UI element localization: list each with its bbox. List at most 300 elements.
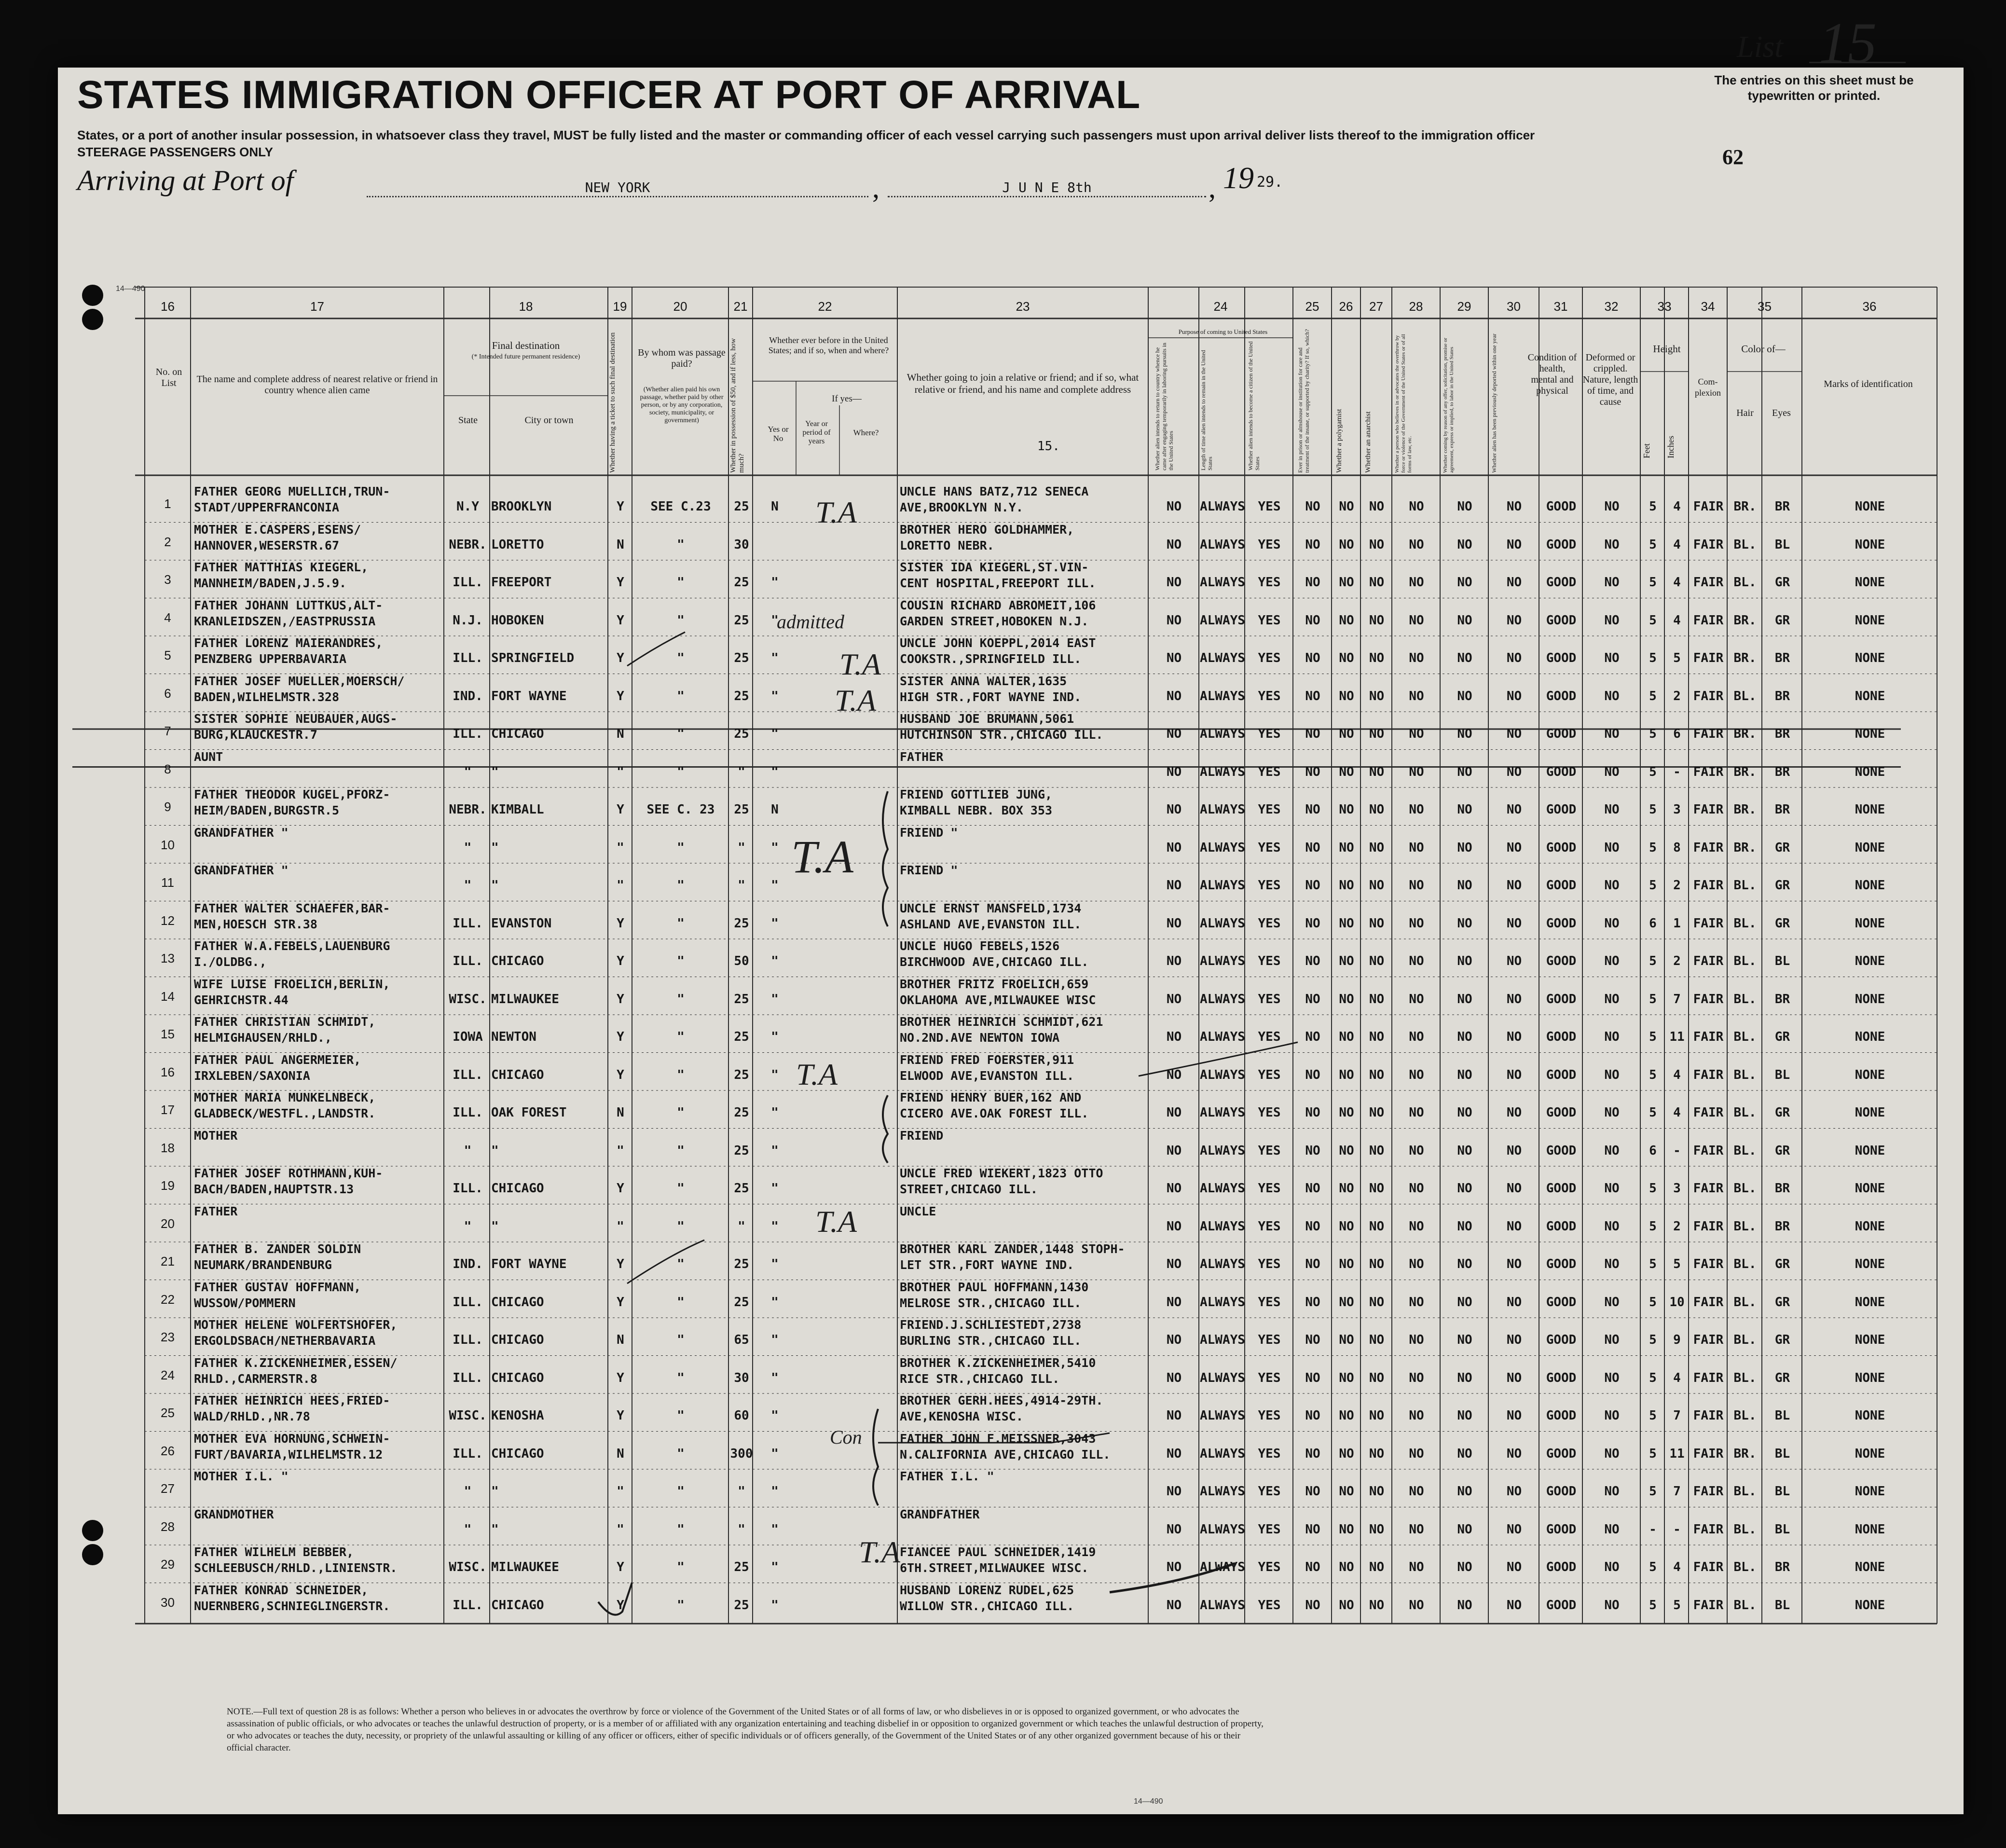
height-inches: 7 xyxy=(1673,1408,1681,1423)
joining-line-2: AVE,KENOSHA WISC. xyxy=(900,1409,1023,1423)
joining-line-1: BROTHER K.ZICKENHEIMER,5410 xyxy=(900,1355,1096,1370)
eye-color: BR xyxy=(1774,802,1790,817)
joining-relative xyxy=(900,976,1096,1008)
eye-color: BL xyxy=(1774,1598,1790,1613)
deformed-flag: NO xyxy=(1604,1030,1620,1044)
ticket-flag: Y xyxy=(617,1181,624,1196)
been-in-us-before: " xyxy=(771,575,779,590)
anarchist-flag: NO xyxy=(1369,1105,1385,1120)
q28-flag: NO xyxy=(1409,651,1424,665)
prison-flag: NO xyxy=(1305,575,1320,590)
polygamist-flag: NO xyxy=(1339,1257,1354,1271)
deported-flag: NO xyxy=(1506,1408,1522,1423)
destination-city: MILWAUKEE xyxy=(491,1560,559,1574)
joining-line-1: UNCLE FRED WIEKERT,1823 OTTO xyxy=(900,1166,1103,1180)
purpose-citizen: YES xyxy=(1258,764,1281,779)
relative-line-1: GRANDMOTHER xyxy=(194,1507,274,1521)
eye-color: BR xyxy=(1774,992,1790,1007)
passage-paid-by: " xyxy=(677,1030,685,1044)
eye-color: GR xyxy=(1774,613,1790,628)
prison-flag: NO xyxy=(1305,1408,1320,1423)
ticket-flag: Y xyxy=(617,954,624,968)
joining-line-1: FRIEND " xyxy=(900,863,958,877)
column-number: 34 xyxy=(1701,299,1715,314)
header-final-destination-sub: (* Intended future permanent residence) xyxy=(471,353,580,360)
destination-city: CHICAGO xyxy=(491,1067,544,1082)
been-in-us-before: " xyxy=(771,727,779,741)
passage-paid-by: " xyxy=(677,1446,685,1461)
comma-mark: , xyxy=(872,172,879,204)
anarchist-flag: NO xyxy=(1369,1030,1385,1044)
health-condition: GOOD xyxy=(1546,1522,1577,1537)
height-inches: - xyxy=(1673,1143,1681,1158)
complexion: FAIR xyxy=(1693,1522,1724,1537)
anarchist-flag: NO xyxy=(1369,1181,1385,1196)
purpose-citizen: YES xyxy=(1258,1560,1281,1574)
relative-line-1: MOTHER EVA HORNUNG,SCHWEIN- xyxy=(194,1431,390,1446)
height-feet: 5 xyxy=(1649,1030,1657,1044)
joining-relative xyxy=(900,1241,1125,1273)
eye-color: BR xyxy=(1774,1560,1790,1574)
money-amount: 65 xyxy=(734,1333,749,1347)
ticket-flag: N xyxy=(617,1333,624,1347)
q28-flag: NO xyxy=(1409,916,1424,931)
joining-line-2: GARDEN STREET,HOBOKEN N.J. xyxy=(900,614,1089,628)
q28-flag: NO xyxy=(1409,878,1424,893)
purpose-citizen: YES xyxy=(1258,1030,1281,1044)
joining-relative xyxy=(900,1317,1081,1349)
joining-line-2: NO.2ND.AVE NEWTON IOWA xyxy=(900,1031,1060,1045)
eye-color: GR xyxy=(1774,575,1790,590)
header-state: State xyxy=(458,415,478,426)
relative-line-1: GRANDFATHER " xyxy=(194,825,289,840)
joining-line-1: HUSBAND LORENZ RUDEL,625 xyxy=(900,1583,1074,1597)
height-inches: 7 xyxy=(1673,992,1681,1007)
deported-flag: NO xyxy=(1506,1522,1522,1537)
form-id-bottom: 14—490 xyxy=(1134,1797,1163,1806)
purpose-return: NO xyxy=(1166,1257,1182,1271)
column-number: 16 xyxy=(161,299,175,314)
height-feet: 5 xyxy=(1649,1105,1657,1120)
relative-line-1: MOTHER xyxy=(194,1128,238,1143)
height-feet: 5 xyxy=(1649,878,1657,893)
purpose-return: NO xyxy=(1166,499,1182,514)
eye-color: GR xyxy=(1774,840,1790,855)
height-inches: 2 xyxy=(1673,954,1681,968)
joining-relative xyxy=(900,483,1088,515)
relative-line-2: FURT/BAVARIA,WILHELMSTR.12 xyxy=(194,1447,383,1462)
complexion: FAIR xyxy=(1693,764,1724,779)
health-condition: GOOD xyxy=(1546,916,1577,931)
purpose-citizen: YES xyxy=(1258,1181,1281,1196)
ticket-flag: Y xyxy=(617,1560,624,1574)
destination-state: ILL. xyxy=(453,954,483,968)
relative-line-1: FATHER xyxy=(194,1204,238,1218)
joining-line-2: HUTCHINSON STR.,CHICAGO ILL. xyxy=(900,728,1103,742)
ticket-flag: Y xyxy=(617,1598,624,1613)
health-condition: GOOD xyxy=(1546,1030,1577,1044)
complexion: FAIR xyxy=(1693,1257,1724,1271)
money-amount: 25 xyxy=(734,689,749,703)
passage-paid-by: " xyxy=(677,537,685,552)
joining-line-2: LET STR.,FORT WAYNE IND. xyxy=(900,1258,1074,1272)
q29-flag: NO xyxy=(1457,1560,1472,1574)
destination-city: " xyxy=(491,1219,499,1234)
typed-note: The entries on this sheet must be typewritten or printed. xyxy=(1714,73,1914,103)
ticket-flag: Y xyxy=(617,802,624,817)
passage-paid-by: " xyxy=(677,689,685,703)
purpose-return: NO xyxy=(1166,575,1182,590)
q28-flag: NO xyxy=(1409,1484,1424,1499)
column-number: 28 xyxy=(1409,299,1423,314)
q28-flag: NO xyxy=(1409,992,1424,1007)
ticket-flag: " xyxy=(617,1219,624,1234)
ticket-flag: Y xyxy=(617,651,624,665)
eye-color: BR xyxy=(1774,727,1790,741)
q28-flag: NO xyxy=(1409,1446,1424,1461)
passage-paid-by: " xyxy=(677,1295,685,1310)
hair-color: BL. xyxy=(1733,1257,1757,1271)
q29-flag: NO xyxy=(1457,992,1472,1007)
joining-line-1: BROTHER HERO GOLDHAMMER, xyxy=(900,522,1074,537)
identification-marks: NONE xyxy=(1855,1560,1885,1574)
been-in-us-before: " xyxy=(771,613,779,628)
anarchist-flag: NO xyxy=(1369,1067,1385,1082)
header-marks: Marks of identification xyxy=(1824,379,1913,389)
deported-flag: NO xyxy=(1506,1333,1522,1347)
money-amount: 25 xyxy=(734,575,749,590)
relative-line-1: FATHER WILHELM BEBBER, xyxy=(194,1545,354,1559)
complexion: FAIR xyxy=(1693,992,1724,1007)
ticket-flag: Y xyxy=(617,575,624,590)
been-in-us-before: " xyxy=(771,1333,779,1347)
height-inches: 4 xyxy=(1673,1560,1681,1574)
q28-flag: NO xyxy=(1409,575,1424,590)
identification-marks: NONE xyxy=(1855,1257,1885,1271)
q29-flag: NO xyxy=(1457,802,1472,817)
relative-address xyxy=(194,1317,397,1349)
deformed-flag: NO xyxy=(1604,992,1620,1007)
deported-flag: NO xyxy=(1506,537,1522,552)
height-inches: 4 xyxy=(1673,613,1681,628)
q28-flag: NO xyxy=(1409,1522,1424,1537)
destination-state: ILL. xyxy=(453,916,483,931)
joining-relative xyxy=(900,1014,1103,1046)
purpose-citizen: YES xyxy=(1258,1484,1281,1499)
height-feet: 5 xyxy=(1649,802,1657,817)
health-condition: GOOD xyxy=(1546,1370,1577,1385)
deported-flag: NO xyxy=(1506,954,1522,968)
purpose-return: NO xyxy=(1166,1181,1182,1196)
handwritten-annotation: admitted xyxy=(777,611,844,633)
row-number: 27 xyxy=(161,1481,175,1496)
purpose-return: NO xyxy=(1166,1333,1182,1347)
anarchist-flag: NO xyxy=(1369,802,1385,817)
ticket-flag: N xyxy=(617,537,624,552)
destination-state: " xyxy=(464,764,472,779)
prison-flag: NO xyxy=(1305,916,1320,931)
steerage-label: STEERAGE PASSENGERS ONLY xyxy=(77,145,273,159)
been-in-us-before: " xyxy=(771,992,779,1007)
joining-line-1: FRIEND " xyxy=(900,825,958,840)
deported-flag: NO xyxy=(1506,1598,1522,1613)
identification-marks: NONE xyxy=(1855,1370,1885,1385)
health-condition: GOOD xyxy=(1546,1257,1577,1271)
q29-flag: NO xyxy=(1457,1181,1472,1196)
joining-line-1: BROTHER GERH.HEES,4914-29TH. xyxy=(900,1393,1103,1407)
joining-relative xyxy=(900,1279,1088,1311)
been-in-us-before: " xyxy=(771,916,779,931)
deported-flag: NO xyxy=(1506,1030,1522,1044)
joining-line-2: MELROSE STR.,CHICAGO ILL. xyxy=(900,1296,1082,1310)
q28-flag: NO xyxy=(1409,840,1424,855)
identification-marks: NONE xyxy=(1855,802,1885,817)
height-feet: 5 xyxy=(1649,1446,1657,1461)
height-feet: 5 xyxy=(1649,499,1657,514)
deported-flag: NO xyxy=(1506,764,1522,779)
relative-address xyxy=(194,597,383,629)
q29-flag: NO xyxy=(1457,1522,1472,1537)
health-condition: GOOD xyxy=(1546,992,1577,1007)
relative-line-2: HELMIGHAUSEN/RHLD., xyxy=(194,1031,332,1045)
deformed-flag: NO xyxy=(1604,878,1620,893)
destination-state: WISC. xyxy=(449,992,487,1007)
passage-paid-by: " xyxy=(677,1560,685,1574)
joining-line-2: OKLAHOMA AVE,MILWAUKEE WISC xyxy=(900,993,1096,1007)
health-condition: GOOD xyxy=(1546,689,1577,703)
ticket-flag: " xyxy=(617,1143,624,1158)
polygamist-flag: NO xyxy=(1339,651,1354,665)
purpose-citizen: YES xyxy=(1258,727,1281,741)
passage-paid-by: " xyxy=(677,916,685,931)
money-amount: 25 xyxy=(734,1067,749,1082)
eye-color: BL xyxy=(1774,954,1790,968)
relative-line-2: MANNHEIM/BADEN,J.5.9. xyxy=(194,576,347,590)
column-number: 19 xyxy=(613,299,627,314)
purpose-citizen: YES xyxy=(1258,613,1281,628)
deformed-flag: NO xyxy=(1604,1560,1620,1574)
money-amount: 25 xyxy=(734,651,749,665)
deformed-flag: NO xyxy=(1604,651,1620,665)
complexion: FAIR xyxy=(1693,878,1724,893)
q29-flag: NO xyxy=(1457,537,1472,552)
ticket-flag: " xyxy=(617,764,624,779)
purpose-length: ALWAYS xyxy=(1200,613,1245,628)
destination-state: N.Y xyxy=(456,499,479,514)
purpose-citizen: YES xyxy=(1258,1219,1281,1234)
passage-paid-by: SEE C.23 xyxy=(650,499,711,514)
destination-city: " xyxy=(491,878,499,893)
destination-city: LORETTO xyxy=(491,537,544,552)
deformed-flag: NO xyxy=(1604,1105,1620,1120)
complexion: FAIR xyxy=(1693,1333,1724,1347)
row-number: 6 xyxy=(164,686,171,701)
purpose-return: NO xyxy=(1166,1560,1182,1574)
money-amount: 25 xyxy=(734,1181,749,1196)
header-deported: Whether alien has been previously deported within one year xyxy=(1491,333,1498,473)
identification-marks: NONE xyxy=(1855,992,1885,1007)
deported-flag: NO xyxy=(1506,1370,1522,1385)
health-condition: GOOD xyxy=(1546,1484,1577,1499)
money-amount: " xyxy=(738,840,745,855)
destination-state: " xyxy=(464,1484,472,1499)
relative-line-2: WALD/RHLD.,NR.78 xyxy=(194,1409,310,1423)
purpose-return: NO xyxy=(1166,1143,1182,1158)
deported-flag: NO xyxy=(1506,1105,1522,1120)
money-amount: 25 xyxy=(734,1598,749,1613)
ticket-flag: Y xyxy=(617,992,624,1007)
prison-flag: NO xyxy=(1305,1067,1320,1082)
ticket-flag: " xyxy=(617,840,624,855)
purpose-citizen: YES xyxy=(1258,1105,1281,1120)
relative-line-1: SISTER SOPHIE NEUBAUER,AUGS- xyxy=(194,712,398,726)
column-number: 25 xyxy=(1305,299,1319,314)
joining-relative xyxy=(900,1431,1111,1462)
destination-state: ILL. xyxy=(453,1181,483,1196)
eye-color: GR xyxy=(1774,1333,1790,1347)
polygamist-flag: NO xyxy=(1339,916,1354,931)
identification-marks: NONE xyxy=(1855,575,1885,590)
joining-line-1: FRIEND FRED FOERSTER,911 xyxy=(900,1052,1074,1067)
q28-flag: NO xyxy=(1409,689,1424,703)
header-join-relative: Whether going to join a relative or friend; and if so, what relative or friend, and his name and complete address xyxy=(907,372,1139,395)
prison-flag: NO xyxy=(1305,840,1320,855)
purpose-return: NO xyxy=(1166,1105,1182,1120)
joining-line-2: RICE STR.,CHICAGO ILL. xyxy=(900,1371,1060,1386)
identification-marks: NONE xyxy=(1855,878,1885,893)
relative-address xyxy=(194,1203,237,1219)
purpose-return: NO xyxy=(1166,1370,1182,1385)
eye-color: BR xyxy=(1774,764,1790,779)
polygamist-flag: NO xyxy=(1339,1598,1354,1613)
relative-line-1: MOTHER MARIA MUNKELNBECK, xyxy=(194,1090,376,1104)
q28-flag: NO xyxy=(1409,1067,1424,1082)
relative-line-2: NEUMARK/BRANDENBURG xyxy=(194,1258,332,1272)
deformed-flag: NO xyxy=(1604,499,1620,514)
relative-address xyxy=(194,786,390,818)
header-paid-by: By whom was passage paid? xyxy=(638,347,726,369)
destination-state: ILL. xyxy=(453,1446,483,1461)
height-inches: 7 xyxy=(1673,1484,1681,1499)
height-inches: 2 xyxy=(1673,689,1681,703)
polygamist-flag: NO xyxy=(1339,1484,1354,1499)
header-health: Condition of health, mental and physical xyxy=(1527,352,1577,396)
passage-paid-by: SEE C. 23 xyxy=(646,802,715,817)
complexion: FAIR xyxy=(1693,802,1724,817)
ticket-flag: Y xyxy=(617,1295,624,1310)
hair-color: BL. xyxy=(1733,1370,1757,1385)
height-inches: 4 xyxy=(1673,537,1681,552)
hair-color: BL. xyxy=(1733,1181,1757,1196)
health-condition: GOOD xyxy=(1546,1560,1577,1574)
money-amount: 30 xyxy=(734,537,749,552)
purpose-citizen: YES xyxy=(1258,1370,1281,1385)
purpose-citizen: YES xyxy=(1258,802,1281,817)
height-inches: 11 xyxy=(1669,1030,1685,1044)
eye-color: GR xyxy=(1774,1257,1790,1271)
relative-line-2: WUSSOW/POMMERN xyxy=(194,1296,296,1310)
passage-paid-by: " xyxy=(677,1257,685,1271)
health-condition: GOOD xyxy=(1546,1143,1577,1158)
anarchist-flag: NO xyxy=(1369,651,1385,665)
relative-line-1: FATHER K.ZICKENHEIMER,ESSEN/ xyxy=(194,1355,398,1370)
ticket-flag: " xyxy=(617,1522,624,1537)
health-condition: GOOD xyxy=(1546,764,1577,779)
prison-flag: NO xyxy=(1305,1181,1320,1196)
money-amount: 25 xyxy=(734,802,749,817)
destination-city: " xyxy=(491,764,499,779)
been-in-us-before: " xyxy=(771,1370,779,1385)
row-number: 8 xyxy=(164,761,171,776)
relative-line-2: MEN,HOESCH STR.38 xyxy=(194,917,317,931)
purpose-return: NO xyxy=(1166,992,1182,1007)
header-anarchist: Whether an anarchist xyxy=(1364,411,1372,473)
relative-address xyxy=(194,673,405,705)
relative-line-1: MOTHER HELENE WOLFERTSHOFER, xyxy=(194,1318,398,1332)
relative-line-2: GEHRICHSTR.44 xyxy=(194,993,289,1007)
year-suffix: 29. xyxy=(1257,174,1283,191)
purpose-return: NO xyxy=(1166,651,1182,665)
relative-line-2: GLADBECK/WESTFL.,LANDSTR. xyxy=(194,1106,376,1120)
purpose-citizen: YES xyxy=(1258,840,1281,855)
arriving-label: Arriving at Port of xyxy=(77,165,294,196)
q28-flag: NO xyxy=(1409,1408,1424,1423)
q29-flag: NO xyxy=(1457,575,1472,590)
header-prison: Ever in prison or almshouse or institution for care and treatment of the insane, or supported by charity? If so, which? xyxy=(1297,329,1310,473)
purpose-return: NO xyxy=(1166,878,1182,893)
column-number: 27 xyxy=(1369,299,1383,314)
deformed-flag: NO xyxy=(1604,802,1620,817)
relative-address xyxy=(194,1165,383,1197)
purpose-return: NO xyxy=(1166,1295,1182,1310)
ticket-flag: Y xyxy=(617,1408,624,1423)
height-inches: 9 xyxy=(1673,1333,1681,1347)
eye-color: BL xyxy=(1774,1067,1790,1082)
column-number: 22 xyxy=(818,299,832,314)
q29-flag: NO xyxy=(1457,689,1472,703)
q28-flag: NO xyxy=(1409,1143,1424,1158)
q29-flag: NO xyxy=(1457,1295,1472,1310)
q28-flag: NO xyxy=(1409,764,1424,779)
row-number: 25 xyxy=(161,1406,175,1420)
purpose-return: NO xyxy=(1166,1484,1182,1499)
been-in-us-before: " xyxy=(771,1030,779,1044)
list-label: List xyxy=(1737,29,1784,64)
destination-city: CHICAGO xyxy=(491,1295,544,1310)
money-amount: " xyxy=(738,1522,745,1537)
been-in-us-before: " xyxy=(771,1181,779,1196)
q29-flag: NO xyxy=(1457,651,1472,665)
complexion: FAIR xyxy=(1693,1446,1724,1461)
purpose-citizen: YES xyxy=(1258,916,1281,931)
comma-mark: , xyxy=(1209,172,1216,204)
prison-flag: NO xyxy=(1305,1219,1320,1234)
destination-city: MILWAUKEE xyxy=(491,992,559,1007)
deformed-flag: NO xyxy=(1604,1181,1620,1196)
row-number: 15 xyxy=(161,1027,175,1041)
relative-line-1: FATHER KONRAD SCHNEIDER, xyxy=(194,1583,369,1597)
polygamist-flag: NO xyxy=(1339,537,1354,552)
relative-line-2: PENZBERG UPPERBAVARIA xyxy=(194,652,347,666)
relative-line-2: BURG,KLAUCKESTR.7 xyxy=(194,728,317,742)
health-condition: GOOD xyxy=(1546,1219,1577,1234)
money-amount: 25 xyxy=(734,1105,749,1120)
destination-state: ILL. xyxy=(453,1067,483,1082)
deported-flag: NO xyxy=(1506,802,1522,817)
passage-paid-by: " xyxy=(677,840,685,855)
complexion: FAIR xyxy=(1693,1030,1724,1044)
deformed-flag: NO xyxy=(1604,1219,1620,1234)
